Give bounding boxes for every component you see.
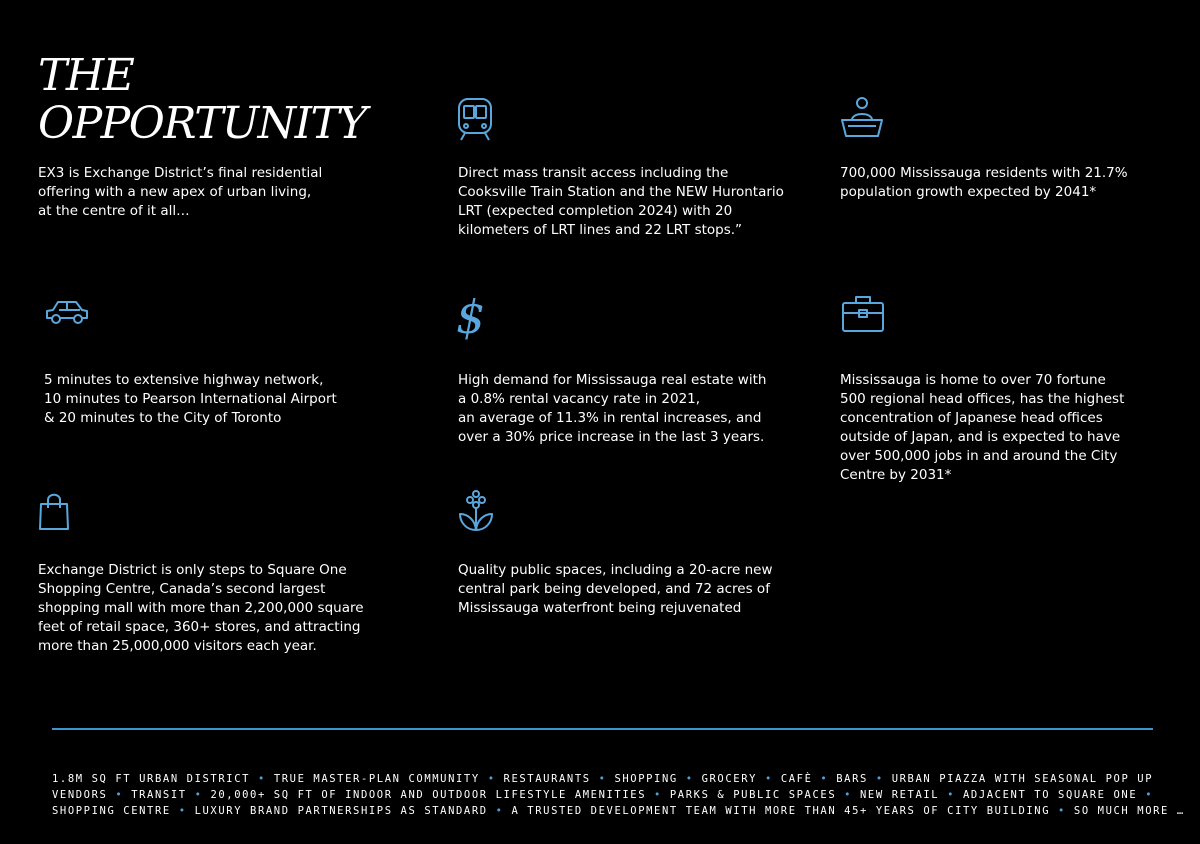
feature-public-spaces-text — [458, 561, 773, 618]
intro-line: EX3 is Exchange District’s final residential — [38, 165, 323, 181]
feature-line: 700,000 Mississauga residents with 21.7% — [840, 165, 1128, 181]
ticker-item: SHOPPING — [614, 773, 678, 785]
feature-line: Centre by 2031* — [840, 467, 952, 483]
feature-line: concentration of Japanese head offices — [840, 410, 1103, 426]
feature-line: Quality public spaces, including a 20-acre new — [458, 562, 773, 578]
feature-line: Cooksville Train Station and the NEW Hurontario — [458, 184, 784, 200]
feature-line: High demand for Mississauga real estate with — [458, 372, 767, 388]
ticker-item: VENDORS — [52, 789, 108, 801]
feature-line: 5 minutes to extensive highway network, — [44, 372, 324, 388]
shopping-bag-icon — [38, 492, 70, 532]
feature-line: 500 regional head offices, has the highest — [840, 391, 1125, 407]
ticker-separator: • — [812, 773, 837, 785]
feature-shopping-text — [38, 561, 364, 656]
ticker-item: 1.8M SQ FT URBAN DISTRICT — [52, 773, 251, 785]
ticker-line — [52, 771, 1162, 787]
ticker-separator: • — [836, 789, 861, 801]
ticker-item: RESTAURANTS — [503, 773, 591, 785]
intro-text — [38, 164, 322, 221]
ticker-separator: • — [646, 789, 670, 801]
feature-line: Exchange District is only steps to Square One — [38, 562, 347, 578]
ticker-separator: • — [1137, 789, 1154, 801]
feature-line: central park being developed, and 72 acres of — [458, 581, 770, 597]
ticker-separator: • — [107, 789, 132, 801]
feature-line: LRT (expected completion 2024) with 20 — [458, 203, 733, 219]
ticker-separator: • — [487, 805, 512, 817]
title-line-1: THE — [38, 50, 134, 101]
car-icon — [44, 298, 90, 328]
ticker-separator: • — [250, 773, 274, 785]
feature-line: 10 minutes to Pearson International Airport — [44, 391, 337, 407]
divider — [52, 728, 1153, 730]
briefcase-icon — [840, 294, 886, 334]
ticker-item: ADJACENT TO SQUARE ONE — [963, 789, 1138, 801]
feature-real-estate-text — [458, 371, 766, 447]
train-icon — [456, 96, 494, 142]
ticker-item: SHOPPING CENTRE — [52, 805, 171, 817]
feature-line: kilometers of LRT lines and 22 LRT stops.” — [458, 222, 743, 238]
feature-head-offices-text — [840, 371, 1124, 485]
intro-line: at the centre of it all… — [38, 203, 190, 219]
ticker-separator: • — [186, 789, 211, 801]
ticker-item: BARS — [836, 773, 868, 785]
ticker-item: 20,000+ SQ FT OF INDOOR AND OUTDOOR LIFESTYLE AMENITIES — [210, 789, 647, 801]
ticker-item: LUXURY BRAND PARTNERSHIPS AS STANDARD — [194, 805, 488, 817]
person-at-podium-icon — [838, 96, 886, 140]
ticker-separator: • — [1050, 805, 1074, 817]
ticker-item: PARKS & PUBLIC SPACES — [669, 789, 837, 801]
ticker-item: TRUE MASTER-PLAN COMMUNITY — [273, 773, 480, 785]
page-title — [38, 52, 366, 148]
feature-line: over 500,000 jobs in and around the City — [840, 448, 1118, 464]
amenities-ticker — [52, 771, 1185, 819]
intro-line: offering with a new apex of urban living, — [38, 184, 312, 200]
feature-line: outside of Japan, and is expected to have — [840, 429, 1121, 445]
feature-line: an average of 11.3% in rental increases, and — [458, 410, 762, 426]
ticker-item: NEW RETAIL — [860, 789, 940, 801]
feature-line: Direct mass transit access including the — [458, 165, 729, 181]
feature-line: & 20 minutes to the City of Toronto — [44, 410, 282, 426]
dollar-icon: $ — [456, 290, 486, 344]
feature-line: over a 30% price increase in the last 3 years. — [458, 429, 765, 445]
flower-icon — [456, 490, 496, 532]
feature-transit-text — [458, 164, 784, 240]
feature-line: Mississauga waterfront being rejuvenated — [458, 600, 742, 616]
feature-population-text — [840, 164, 1128, 202]
feature-line: more than 25,000,000 visitors each year. — [38, 638, 317, 654]
feature-line: a 0.8% rental vacancy rate in 2021, — [458, 391, 701, 407]
ticker-item: GROCERY — [701, 773, 758, 785]
ticker-line — [52, 803, 1185, 819]
ticker-separator: • — [479, 773, 504, 785]
ticker-item: SO MUCH MORE … — [1073, 805, 1185, 817]
ticker-separator: • — [590, 773, 615, 785]
feature-line: feet of retail space, 360+ stores, and attracting — [38, 619, 361, 635]
ticker-separator: • — [939, 789, 963, 801]
feature-line: population growth expected by 2041* — [840, 184, 1097, 200]
feature-line: Mississauga is home to over 70 fortune — [840, 372, 1106, 388]
feature-line: Shopping Centre, Canada’s second largest — [38, 581, 326, 597]
ticker-separator: • — [170, 805, 195, 817]
ticker-separator: • — [757, 773, 781, 785]
ticker-item: A TRUSTED DEVELOPMENT TEAM WITH MORE THAN 45+ YEARS OF CITY BUILDING — [511, 805, 1051, 817]
ticker-separator: • — [677, 773, 702, 785]
ticker-line — [52, 787, 1162, 803]
ticker-separator: • — [867, 773, 892, 785]
feature-line: shopping mall with more than 2,200,000 square — [38, 600, 364, 616]
ticker-item: TRANSIT — [131, 789, 187, 801]
title-line-2: OPPORTUNITY — [38, 98, 366, 149]
feature-highway-text — [44, 371, 337, 428]
ticker-item: CAFÈ — [780, 773, 813, 785]
ticker-item: URBAN PIAZZA WITH SEASONAL POP UP — [891, 773, 1154, 785]
